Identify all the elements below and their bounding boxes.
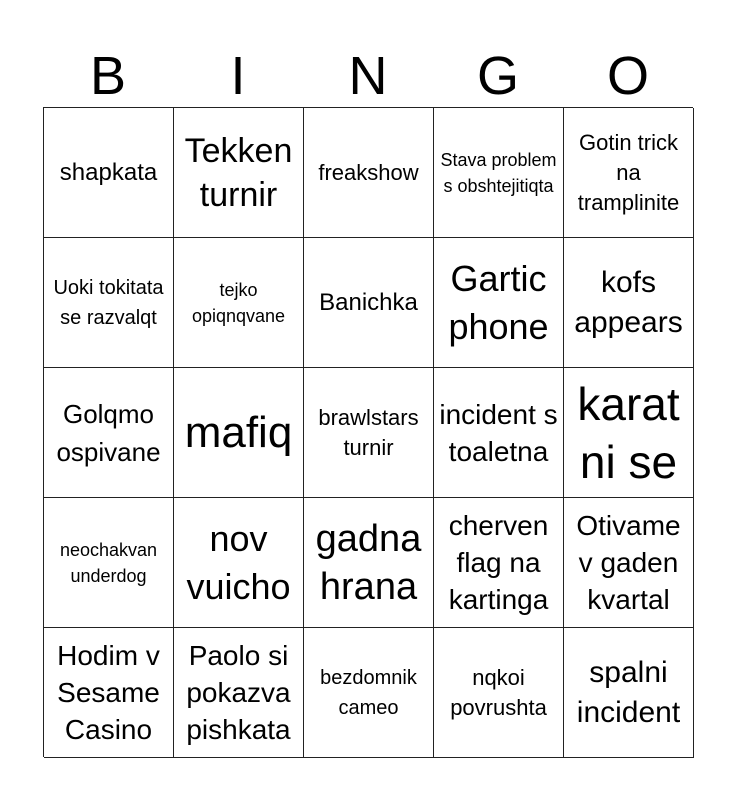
cell-text: tejko opiqnqvane — [191, 279, 286, 326]
bingo-cell[interactable] — [304, 628, 434, 758]
cell-text: spalni incident — [576, 655, 681, 729]
bingo-cell[interactable] — [304, 368, 434, 498]
header-letter-i: I — [230, 46, 246, 106]
cell-text: Otivame v gaden kvartal — [576, 510, 681, 615]
cell-text: Banichka — [319, 288, 418, 316]
cell-text: gadna hrana — [315, 517, 422, 608]
cell-text: Stava problem s obshtejitiqta — [440, 149, 557, 196]
cell-text: nqkoi povrushta — [450, 664, 547, 720]
bingo-cell[interactable] — [434, 108, 564, 238]
cell-text: nov vuicho — [186, 517, 291, 607]
bingo-cell[interactable] — [44, 628, 174, 758]
cell-text: bezdomnik cameo — [320, 666, 417, 719]
bingo-cell[interactable] — [304, 238, 434, 368]
cell-text: Paolo si pokazva pishkata — [186, 640, 291, 745]
bingo-header — [43, 44, 693, 108]
cell-text: incident s toaletna — [439, 398, 558, 467]
bingo-cell[interactable] — [434, 498, 564, 628]
cell-text: Uoki tokitata se razvalqt — [53, 276, 164, 329]
bingo-cell[interactable] — [44, 108, 174, 238]
cell-text: cherven flag na kartinga — [448, 510, 549, 615]
cell-text: Gotin trick na tramplinite — [577, 129, 680, 215]
header-letter-g: G — [476, 46, 519, 106]
cell-text: shapkata — [59, 158, 158, 186]
bingo-cell[interactable] — [44, 368, 174, 498]
cell-text: mafiq — [184, 407, 293, 457]
cell-text: neochakvan underdog — [59, 539, 158, 586]
bingo-cell[interactable] — [564, 238, 694, 368]
bingo-cell[interactable] — [564, 498, 694, 628]
bingo-cell[interactable] — [564, 108, 694, 238]
bingo-cell[interactable] — [564, 368, 694, 498]
cell-text: brawlstars turnir — [318, 404, 419, 460]
bingo-cell[interactable] — [174, 108, 304, 238]
cell-text: Tekken turnir — [184, 131, 293, 214]
header-letter-b: B — [89, 46, 127, 106]
bingo-cell[interactable] — [174, 238, 304, 368]
cell-text: Hodim v Sesame Casino — [57, 640, 160, 745]
cell-text: freakshow — [318, 159, 419, 185]
bingo-cell[interactable] — [434, 628, 564, 758]
bingo-cell[interactable] — [44, 498, 174, 628]
bingo-cell[interactable] — [304, 108, 434, 238]
bingo-cell[interactable] — [304, 498, 434, 628]
cell-text: kofs appears — [574, 265, 683, 339]
cell-text: Gartic phone — [448, 257, 549, 347]
bingo-cell[interactable] — [174, 498, 304, 628]
bingo-card-grid — [43, 107, 693, 757]
cell-text: karat ni se — [577, 377, 680, 488]
bingo-cell[interactable] — [174, 628, 304, 758]
bingo-cell[interactable] — [434, 368, 564, 498]
header-letter-n: N — [348, 46, 388, 106]
header-letter-o: O — [606, 46, 649, 106]
bingo-cell[interactable] — [564, 628, 694, 758]
cell-text: Golqmo ospivane — [56, 398, 161, 467]
bingo-cell[interactable] — [434, 238, 564, 368]
bingo-cell[interactable] — [44, 238, 174, 368]
bingo-cell[interactable] — [174, 368, 304, 498]
